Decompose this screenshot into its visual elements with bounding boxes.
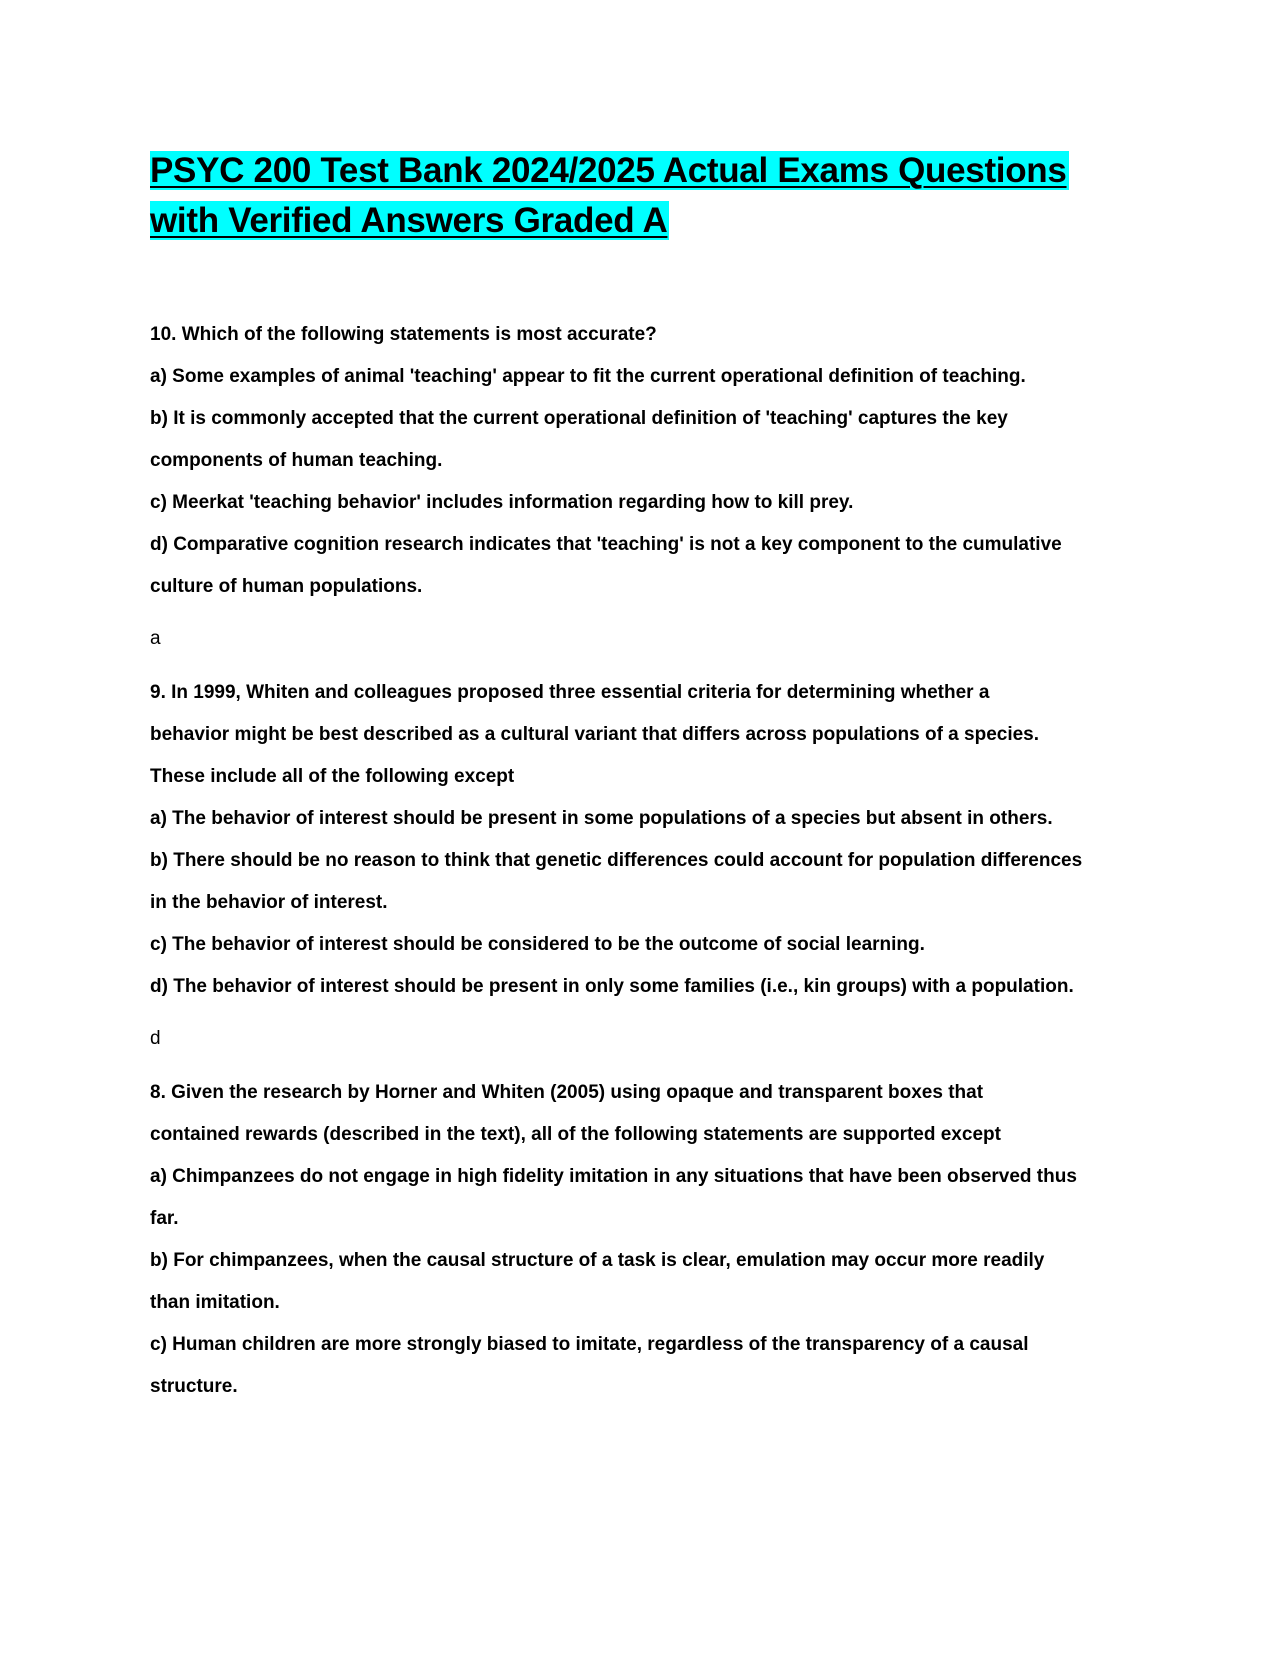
option-a-continued: far.	[150, 1208, 179, 1229]
option-c: c) Human children are more strongly biased to imitate, regardless of the transparency of a causal	[150, 1334, 1029, 1355]
question-stem-continued: contained rewards (described in the text), all of the following statements are supported except	[150, 1124, 1001, 1145]
option-a: a) Chimpanzees do not engage in high fidelity imitation in any situations that have been observed thus	[150, 1166, 1077, 1187]
option-c: c) Meerkat 'teaching behavior' includes information regarding how to kill prey.	[150, 492, 854, 513]
option-b: b) It is commonly accepted that the current operational definition of 'teaching' captures the key	[150, 408, 1008, 429]
answer-10: a	[150, 628, 161, 649]
answer-9: d	[150, 1028, 161, 1049]
option-c: c) The behavior of interest should be considered to be the outcome of social learning.	[150, 934, 925, 955]
question-8	[150, 1072, 1140, 1408]
question-stem-continued: These include all of the following except	[150, 766, 515, 787]
option-d: d) Comparative cognition research indicates that 'teaching' is not a key component to the cumulative	[150, 534, 1062, 555]
option-c-continued: structure.	[150, 1376, 238, 1397]
option-b-continued: than imitation.	[150, 1292, 280, 1313]
question-stem-continued: behavior might be best described as a cultural variant that differs across populations of a species.	[150, 724, 1040, 745]
title-line-2: with Verified Answers Graded A	[150, 201, 668, 240]
option-b: b) For chimpanzees, when the causal structure of a task is clear, emulation may occur more readily	[150, 1250, 1045, 1271]
option-a: a) The behavior of interest should be present in some populations of a species but absent in others.	[150, 808, 1053, 829]
question-9	[150, 672, 1140, 1008]
question-stem: 8. Given the research by Horner and Whiten (2005) using opaque and transparent boxes that	[150, 1082, 984, 1103]
option-d-continued: culture of human populations.	[150, 576, 423, 597]
document-page	[150, 146, 1140, 1408]
option-b-continued: components of human teaching.	[150, 450, 443, 471]
document-title	[150, 146, 1140, 246]
question-stem: 9. In 1999, Whiten and colleagues proposed three essential criteria for determining whether a	[150, 682, 990, 703]
question-stem: 10. Which of the following statements is most accurate?	[150, 324, 657, 345]
option-b: b) There should be no reason to think that genetic differences could account for population differences	[150, 850, 1083, 871]
question-10	[150, 314, 1140, 608]
option-a: a) Some examples of animal 'teaching' appear to fit the current operational definition of teaching.	[150, 366, 1026, 387]
option-b-continued: in the behavior of interest.	[150, 892, 388, 913]
title-line-1: PSYC 200 Test Bank 2024/2025 Actual Exams Questions	[150, 151, 1067, 190]
option-d: d) The behavior of interest should be present in only some families (i.e., kin groups) with a population.	[150, 976, 1074, 997]
